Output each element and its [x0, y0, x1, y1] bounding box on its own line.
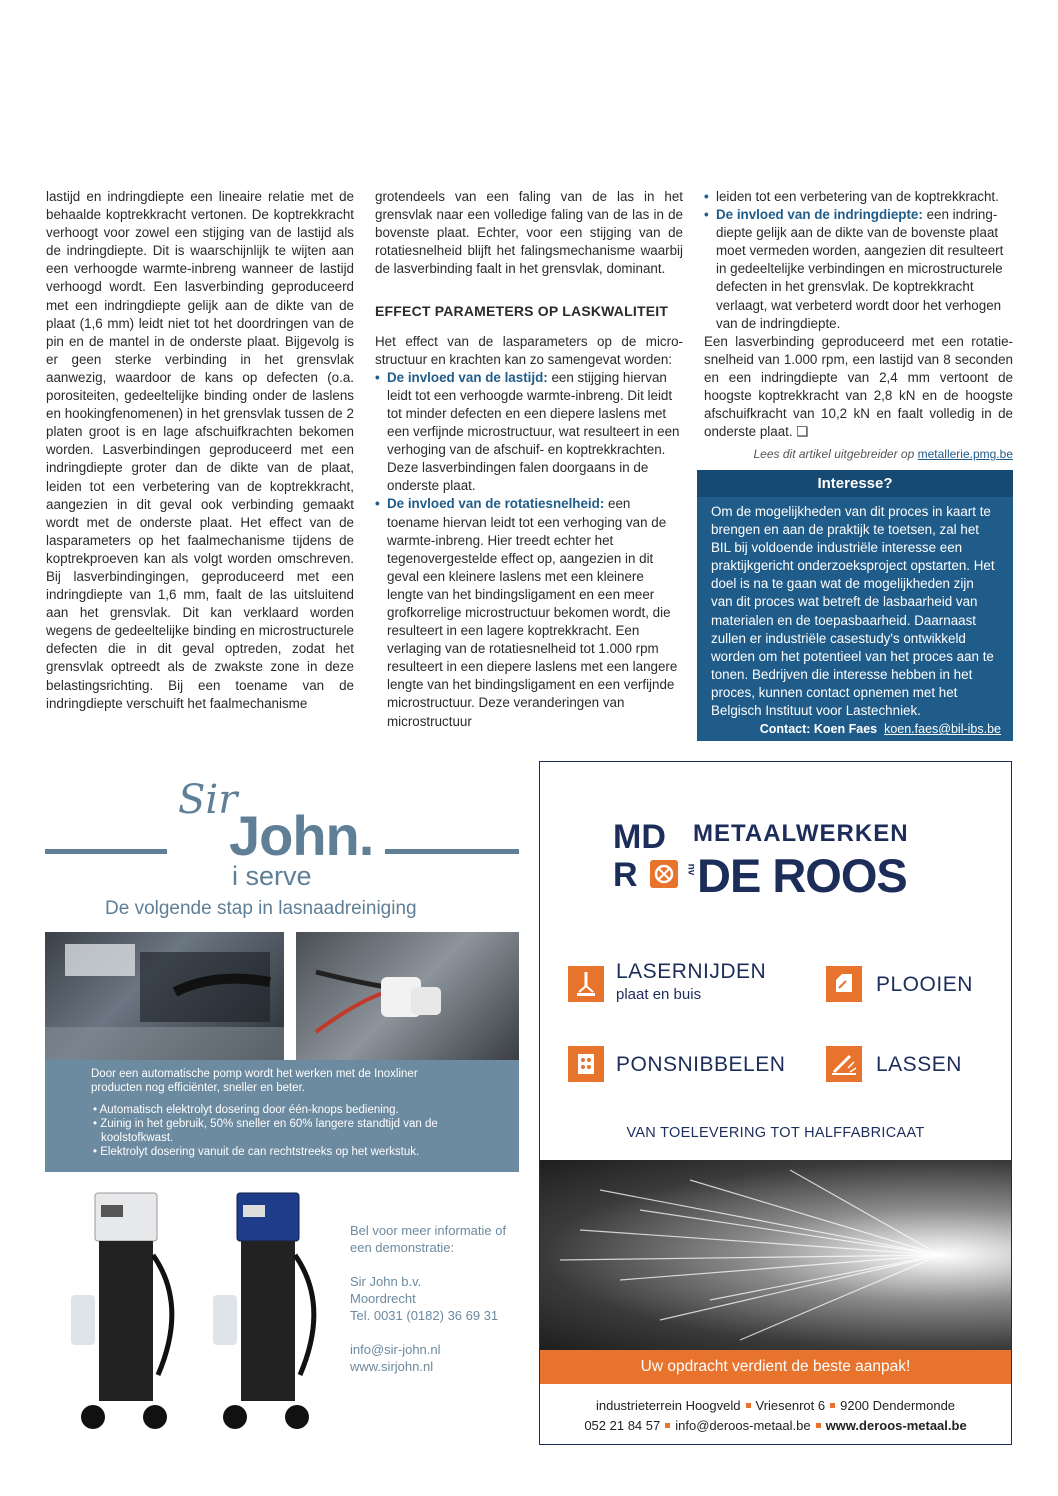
sirjohn-ad: [45, 775, 519, 1440]
bullet-title: De invloed van de lastijd:: [387, 369, 548, 385]
punch-icon: [568, 1046, 604, 1082]
plug-photo-illustration: [296, 932, 519, 1060]
info-text: Bel voor meer informatie of een demonstratie:: [350, 1223, 507, 1255]
logo-sir: Sir: [178, 777, 238, 823]
product-photo-machine: [45, 932, 284, 1060]
sparks-illustration: [540, 1160, 1011, 1350]
bullet-item: [375, 495, 683, 730]
phone-number: 052 21 84 57: [584, 1418, 661, 1433]
section-heading: EFFECT PARAMETERS OP LASKWALITEIT: [375, 303, 669, 320]
address-part: industrieterrein Hoogveld: [595, 1398, 741, 1413]
bullet-title: De invloed van de indringdiepte:: [716, 207, 923, 223]
article-column-1: [46, 188, 354, 713]
article-paragraph: lastijd en indringdiepte een lineaire relatie met de behaalde koptrekkracht vertonen. De koptrekkracht verhoogt voor zowel een stijging van de lastijd als de indringdiepte. Dit is waarschijnlijk te wijten aan een verhoogde warmte-inbreng wanneer de lastijd verhoogd wordt. Een lasverbinding geproduceerd met een indringdiepte gelijk aan de dikte van de plaat (1,6 mm) leidt niet tot het doordringen van de pin en de mantel in de onderste plaat. Bijgevolg is er geen sterke verbinding in het grensvlak aanwezig, waardoor de kans op defecten (o.a. porositeiten, gedeeltelijke binding onder de laslens en hookingfenomenen) in het grensvlak tussen de 2 platen groot is en lage afschuifkrachten bekomen worden. Lasverbindingen geproduceerd met een indringdiepte groter dan de dikte van de plaat, leiden tot een verbetering van de koptrekkracht, aangezien in dit geval ook verbinding gemaakt wordt met de onderste plaat. Het effect van de lasparameters op het faalmechanisme tijdens de koptrekproeven kan als volgt worden omschreven. Bij lasverbindingingen, geproduceerd met een indringdiepte van 1,6 mm, faalt de las uitsluitend aan het grensvlak. Dit kan verklaard worden wegens de gedeeltelijke binding en microstructurele defecten die in dit geval optreden, zodat het grensvlak optreedt als de zwakste zone in deze belastingsrichting. Bij een toename van de indringdiepte verschuift het faalmechanisme: [46, 189, 354, 711]
interest-box: [697, 470, 1013, 741]
company-city: Moordrecht: [350, 1291, 416, 1306]
address-part: Vriesenrot 6: [755, 1398, 826, 1413]
machine-illustration: [205, 1185, 320, 1435]
laser-icon: [568, 966, 604, 1002]
contact-email-link[interactable]: koen.faes@bil-ibs.be: [884, 722, 1001, 737]
logo-iserve: i serve: [232, 861, 312, 891]
machine-image-1: [63, 1185, 178, 1435]
list-item: • Zuinig in het gebruik, 50% sneller en 60% langere standtijd van de koolstofkwast.: [93, 1118, 438, 1144]
logo-r: R: [613, 856, 638, 894]
address-part: 9200 Dendermonde: [840, 1398, 956, 1413]
company-block: [350, 1273, 520, 1324]
email-link[interactable]: info@deroos-metaal.be: [675, 1418, 811, 1433]
online-block: [350, 1341, 520, 1375]
company-phone: Tel. 0031 (0182) 36 69 31: [350, 1308, 499, 1323]
bullet-title: De invloed van de rotatiesnelheid:: [387, 496, 605, 512]
service-sub: plaat en buis: [616, 986, 702, 1003]
bullet-text: een stijging hiervan leidt tot een verhoogde warmte-inbreng. Dit leidt tot minder defecten en een diepere laslens met een verfijnde microstructuur, wat resulteert in een verhoging van de afschuif- en koptrekkrachten. Deze lasverbindingen falen doorgaans in de onderste plaat.: [387, 369, 680, 494]
machine-photo-illustration: [45, 932, 284, 1060]
bullet-item: [375, 369, 683, 496]
address-line: [540, 1398, 1011, 1413]
box-contact: [697, 720, 1013, 736]
read-more-text: Lees dit artikel uitgebreider op: [753, 447, 918, 462]
machine-image-2: [205, 1185, 320, 1435]
service-label: PLOOIEN: [876, 973, 973, 996]
logo-line-left: [45, 849, 167, 854]
rose-icon: [650, 860, 678, 888]
weld-glyph: [826, 1046, 862, 1082]
read-more: [704, 445, 1013, 463]
logo-nv: nv: [685, 863, 697, 876]
service-lasernijden: [616, 960, 766, 1003]
website-link[interactable]: www.sirjohn.nl: [350, 1359, 434, 1374]
company-name: Sir John b.v.: [350, 1274, 422, 1289]
logo-deroos: DE ROOS: [697, 849, 907, 902]
bullet-item: [704, 206, 1013, 333]
laser-glyph: [568, 966, 604, 1002]
service-lassen: [876, 1053, 962, 1077]
feature-text: Elektrolyt dosering vanuit de can rechtstreeks op het werkstuk.: [100, 1146, 420, 1158]
contact-info: [350, 1222, 520, 1392]
bend-icon: [826, 966, 862, 1002]
article-paragraph: Een lasverbinding geproduceerd met een rotatiesnelheid van 1.000 rpm, een lastijd van 8 seconden en een indringdiepte van 2,4 mm vertoont de hoogste koptrekkracht van 2,8 kN en de hoogste afschuifkracht van 10,2 kN en faalt volledig in de onderste plaat. ❑: [704, 333, 1013, 440]
service-plooien: [876, 973, 973, 997]
band-intro: Door een automatische pomp wordt het werken met de Inoxliner producten nog efficiënter, sneller en beter.: [91, 1068, 418, 1094]
logo-metaalwerken: METAALWERKEN: [693, 820, 909, 847]
service-label: PONSNIBBELEN: [616, 1053, 786, 1076]
ad-subtitle: VAN TOELEVERING TOT HALFFABRICAAT: [626, 1125, 925, 1141]
logo-line-right: [385, 849, 519, 854]
ad-slogan: Uw opdracht verdient de beste aanpak!: [540, 1350, 1011, 1384]
box-title: Interesse?: [697, 470, 1013, 497]
sparks-photo: [540, 1160, 1011, 1350]
machine-illustration: [63, 1185, 178, 1435]
punch-glyph: [568, 1046, 604, 1082]
contact-line: [540, 1418, 1011, 1433]
feature-text: Zuinig in het gebruik, 50% sneller en 60% langere standtijd van de koolstofkwast.: [100, 1118, 438, 1144]
read-more-link[interactable]: metallerie.pmg.be: [917, 447, 1013, 462]
deroos-ad: [539, 761, 1012, 1445]
bullet-text: leiden tot een verbetering van de koptrekkracht.: [716, 189, 999, 204]
website-link[interactable]: www.deroos-metaal.be: [825, 1418, 967, 1433]
bullet-text: een indringdiepte gelijk aan de dikte van de bovenste plaat moet vermeden worden, aangezien dit resulteert in gedeeltelijke verbindingen en microstructurele defecten in het grensvlak. De koptrekkracht verlaagt, wat verbeterd wordt door het verhogen van de indringdiepte.: [716, 207, 1004, 331]
logo-john: John.: [229, 804, 374, 867]
bullet-continuation: [704, 188, 1013, 206]
article-paragraph: grotendeels van een faling van de las in het grensvlak naar een volledige faling van de las in de bovenste plaat. Echter, voor een stijging van de rotatiesnelheid blijft het falingsmechanisme waarbij de lasverbinding faalt in het grensvlak, dominant.: [375, 189, 683, 277]
contact-label: Contact: Koen Faes: [759, 722, 878, 737]
ad-tagline: De volgende stap in lasnaadreiniging: [105, 898, 417, 919]
bend-glyph: [826, 966, 862, 1002]
service-label: LASSEN: [876, 1053, 962, 1076]
email-link[interactable]: info@sir-john.nl: [350, 1342, 441, 1357]
service-ponsnibbelen: [616, 1053, 785, 1077]
list-item: • Elektrolyt dosering vanuit de can rechtstreeks op het werkstuk.: [93, 1146, 420, 1158]
weld-icon: [826, 1046, 862, 1082]
deroos-logo: [613, 818, 943, 902]
feature-list: [91, 1103, 471, 1159]
service-label: LASERNIJDEN: [616, 960, 767, 983]
article-paragraph: Het effect van de lasparameters op de microstructuur en krachten kan zo samengevat worden:: [375, 333, 683, 367]
ad-info-band: [45, 1060, 519, 1172]
list-item: • Automatisch elektrolyt dosering door één-knops bediening.: [93, 1104, 399, 1116]
bullet-text: een toename hiervan leidt tot een verhoging van de warmte-inbreng. Hier treedt echter het tegenovergestelde effect op, aangezien in dit geval een kleinere laslens met een kleinere lengte van het bindingsligament en een meer grofkorrelige microstructuur bekomen wordt, die resulteert in een lagere koptrekkracht. Een verlaging van de rotatiesnelheid tot 1.000 rpm resulteert in een diepere laslens met een langere lengte van het bindingsligament en een verfijnde microstructuur. Deze veranderingen van microstructuur: [387, 496, 678, 729]
product-photo-plug: [296, 932, 519, 1060]
article-column-3: [704, 188, 1013, 463]
logo-md: MD: [613, 818, 666, 856]
feature-text: Automatisch elektrolyt dosering door één-knops bediening.: [99, 1104, 399, 1116]
box-text: Om de mogelijkheden van dit proces in kaart te brengen en aan de praktijk te toetsen, zal het BIL bij voldoende industriële interesse een praktijkgericht onderzoeksproject opstarten. Het doel is na te gaan wat de mogelijkheden zijn van dit proces wat betreft de lasbaarheid van materialen en de toepasbaarheid. Daarnaast zullen er industriële casestudy's ontwikkeld worden om het potentieel van het proces aan te tonen. Bedrijven die interesse hebben in het proces, kunnen contact opnemen met het Belgisch Instituut voor Lastechniek.: [711, 504, 995, 719]
article-column-2: [375, 188, 683, 731]
rose-glyph: [650, 860, 678, 888]
